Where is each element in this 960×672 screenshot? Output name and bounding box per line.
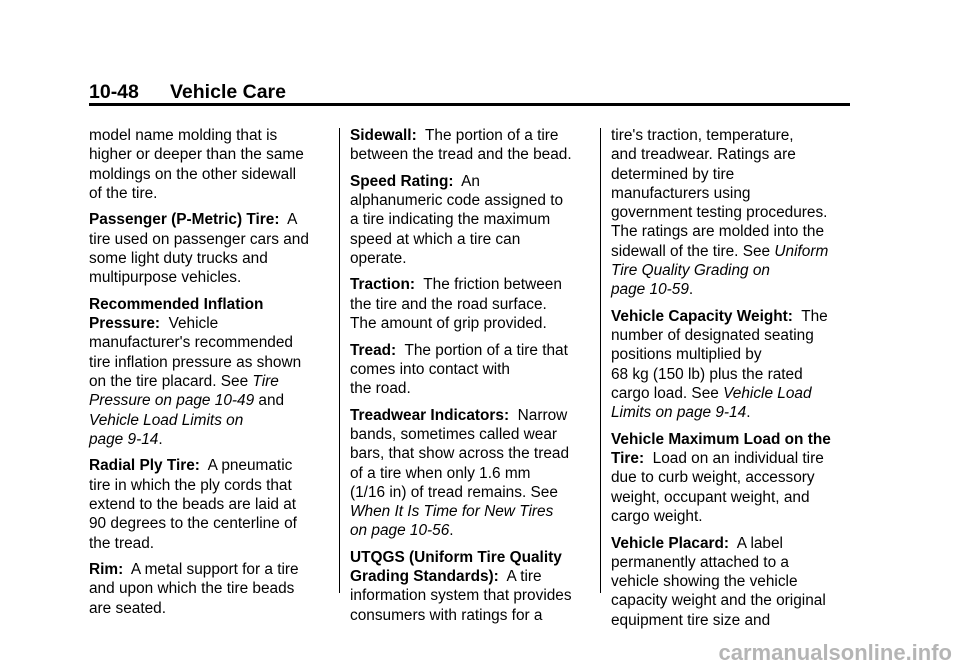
glossary-entry-vehicle-maximum-load: Vehicle Maximum Load on the Tire: Load on an individual tire due to curb weight, accessory weight, occupant weight, and cargo weight.	[611, 430, 851, 526]
cross-reference-link[interactable]: When It Is Time for New Tires	[350, 503, 554, 521]
glossary-term: Radial Ply Tire:	[89, 457, 200, 475]
cross-reference-link[interactable]: Pressure on page 10-49	[89, 392, 255, 410]
glossary-continuation: model name molding that is higher or deeper than the same moldings on the other sidewall of the tire.	[89, 127, 304, 202]
glossary-term: Treadwear Indicators:	[350, 406, 510, 424]
header-rule	[89, 103, 850, 106]
glossary-entry-passenger-tire: Passenger (P-Metric) Tire: A tire used on passenger cars and some light duty trucks and multipurpose vehicles.	[89, 211, 309, 287]
section-title: Vehicle Care	[170, 81, 286, 103]
cross-reference-link[interactable]: Vehicle Load Limits on	[89, 411, 244, 429]
glossary-term: Rim:	[89, 560, 124, 578]
cross-reference-link[interactable]: Limits on page 9-14	[611, 404, 747, 422]
glossary-entry-rim: Rim: A metal support for a tire and upon which the tire beads are seated.	[89, 560, 299, 617]
glossary-term: Tread:	[350, 341, 397, 359]
glossary-entry-utqgs: UTQGS (Uniform Tire Quality Grading Standards): A tire information system that provides consumers with ratings for a	[350, 548, 590, 625]
cross-reference-link[interactable]: page 10-59	[611, 281, 689, 299]
glossary-term: Sidewall:	[350, 127, 417, 144]
cross-reference-link[interactable]: page 9-14	[89, 430, 159, 448]
glossary-term: Vehicle Capacity Weight:	[611, 307, 793, 325]
glossary-term: Recommended Inflation	[89, 295, 264, 313]
glossary-entry-treadwear-indicators: Treadwear Indicators: Narrow bands, sometimes called wear bars, that show across the tread of a tire when only 1.6 mm (1/16 in) of tread remains. See When It Is Time for New Tires on page 10-56.	[350, 406, 590, 541]
watermark: carmanualsonline.info	[718, 640, 952, 665]
glossary-entry-radial-ply: Radial Ply Tire: A pneumatic tire in which the ply cords that extend to the beads are laid at 90 degrees to the centerline of the tread.	[89, 457, 297, 552]
cross-reference-link[interactable]: Vehicle Load	[723, 385, 812, 403]
cross-reference-link[interactable]: on page 10-56	[350, 522, 450, 540]
column-divider-1	[339, 128, 340, 593]
column-divider-2	[600, 128, 601, 593]
glossary-entry-tread: Tread: The portion of a tire that comes into contact with the road.	[350, 341, 568, 398]
cross-reference-link[interactable]: Uniform	[774, 242, 829, 260]
glossary-entry-speed-rating: Speed Rating: An alphanumeric code assigned to a tire indicating the maximum speed at which a tire can operate.	[350, 172, 564, 267]
column-1	[89, 126, 329, 625]
glossary-continuation: tire's traction, temperature, and treadwear. Ratings are determined by tire manufacturers using government testing procedures. The ratings are molded into the sidewall of the tire. See Uniform Tire Quality Grading on page 10-59.	[611, 126, 851, 300]
glossary-term: UTQGS (Uniform Tire Quality	[350, 548, 562, 566]
glossary-term: Traction:	[350, 276, 415, 294]
glossary-entry-vehicle-placard: Vehicle Placard: A label permanently attached to a vehicle showing the vehicle capacity weight and the original equipment tire size and	[611, 534, 826, 629]
glossary-term: Passenger (P-Metric) Tire:	[89, 211, 280, 229]
page-header	[89, 80, 850, 104]
glossary-term: Vehicle Placard:	[611, 534, 730, 552]
column-2	[350, 126, 590, 632]
glossary-entry-recommended-inflation: Recommended Inflation Pressure: Vehicle manufacturer's recommended tire inflation pressure as shown on the tire placard. See Tire Pressure on page 10-49 and Vehicle Load Limits on page 9-14.	[89, 295, 329, 449]
glossary-entry-vehicle-capacity-weight: Vehicle Capacity Weight: The number of designated seating positions multiplied by 68 kg (150 lb) plus the rated cargo load. See Vehicle Load Limits on page 9-14.	[611, 307, 828, 422]
page-number: 10-48	[89, 81, 139, 103]
glossary-entry-traction: Traction: The friction between the tire and the road surface. The amount of grip provided.	[350, 276, 562, 333]
column-3	[611, 126, 851, 637]
cross-reference-link[interactable]: Tire	[252, 372, 279, 390]
glossary-term: Speed Rating:	[350, 172, 454, 190]
glossary-term: Vehicle Maximum Load on the	[611, 430, 831, 448]
cross-reference-link[interactable]: Tire Quality Grading on	[611, 262, 770, 280]
glossary-entry-sidewall: Sidewall: The portion of a tire between the tread and the bead.	[350, 127, 572, 164]
